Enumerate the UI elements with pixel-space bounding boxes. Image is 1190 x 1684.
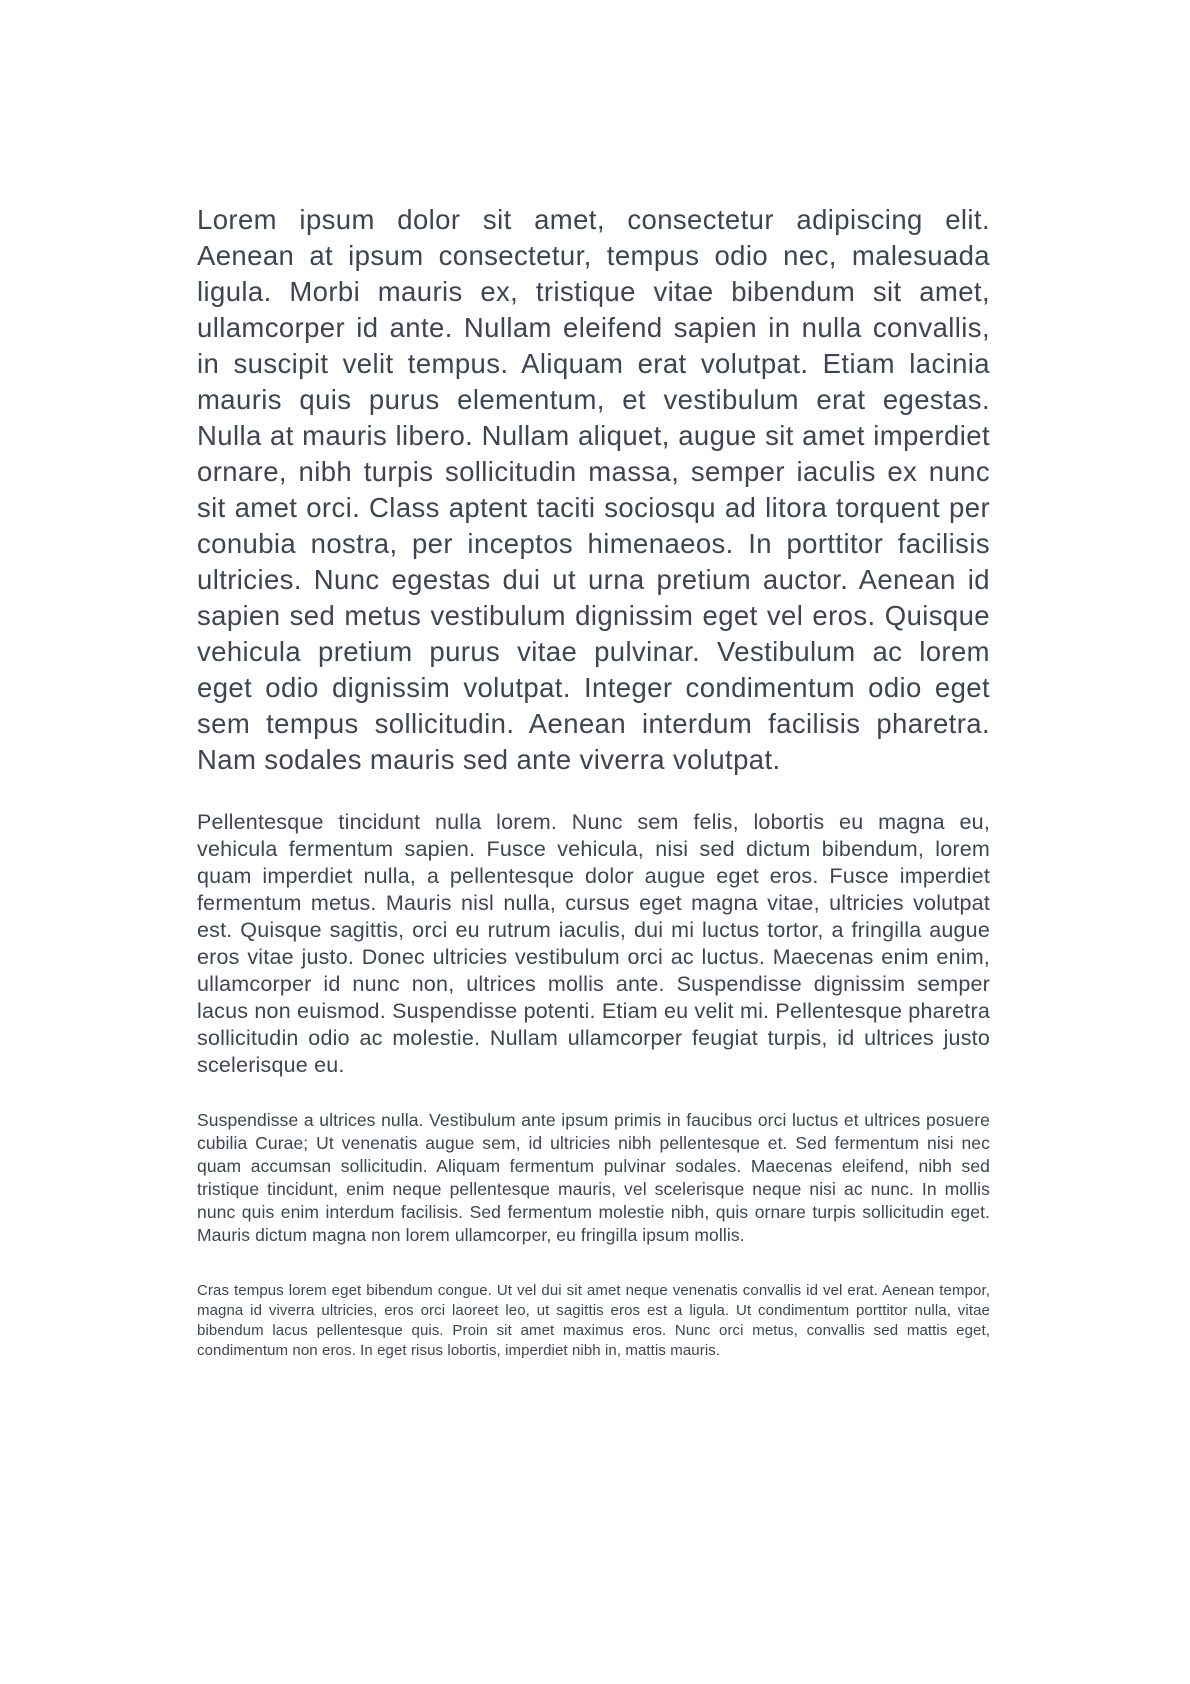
body-paragraph-1: Lorem ipsum dolor sit amet, consectetur adipiscing elit. Aenean at ipsum consectetur, tempus odio nec, malesuada ligula. Morbi mauris ex, tristique vitae bibendum sit amet, ullamcorper id ante. Nullam eleifend sapien in nulla convallis, in suscipit velit tempus. Aliquam erat volutpat. Etiam lacinia mauris quis purus elementum, et vestibulum erat egestas. Nulla at mauris libero. Nullam aliquet, augue sit amet imperdiet ornare, nibh turpis sollicitudin massa, semper iaculis ex nunc sit amet orci. Class aptent taciti sociosqu ad litora torquent per conubia nostra, per inceptos himenaeos. In porttitor facilisis ultricies. Nunc egestas dui ut urna pretium auctor. Aenean id sapien sed metus vestibulum dignissim eget vel eros. Quisque vehicula pretium purus vitae pulvinar. Vestibulum ac lorem eget odio dignissim volutpat. Integer condimentum odio eget sem tempus sollicitudin. Aenean interdum facilisis pharetra. Nam sodales mauris sed ante viverra volutpat.: [197, 204, 990, 775]
body-paragraph-2: Pellentesque tincidunt nulla lorem. Nunc sem felis, lobortis eu magna eu, vehicula fermentum sapien. Fusce vehicula, nisi sed dictum bibendum, lorem quam imperdiet nulla, a pellentesque dolor augue eget eros. Fusce imperdiet fermentum metus. Mauris nisl nulla, cursus eget magna vitae, ultricies volutpat est. Quisque sagittis, orci eu rutrum iaculis, dui mi luctus tortor, a fringilla augue eros vitae justo. Donec ultricies vestibulum orci ac luctus. Maecenas enim enim, ullamcorper id nunc non, ultrices mollis ante. Suspendisse dignissim semper lacus non euismod. Suspendisse potenti. Etiam eu velit mi. Pellentesque pharetra sollicitudin odio ac molestie. Nullam ullamcorper feugiat turpis, id ultrices justo scelerisque eu.: [197, 810, 990, 1077]
body-paragraph-3: Suspendisse a ultrices nulla. Vestibulum ante ipsum primis in faucibus orci luctus et ultrices posuere cubilia Curae; Ut venenatis augue sem, id ultricies nibh pellentesque et. Sed fermentum nisi nec quam accumsan sollicitudin. Aliquam fermentum pulvinar sodales. Maecenas eleifend, nibh sed tristique tincidunt, enim neque pellentesque mauris, vel scelerisque neque nisi ac nunc. In mollis nunc quis enim interdum facilisis. Sed fermentum molestie nibh, quis ornare turpis sollicitudin eget. Mauris dictum magna non lorem ullamcorper, eu fringilla ipsum mollis.: [197, 1110, 990, 1245]
body-paragraph-4: Cras tempus lorem eget bibendum congue. Ut vel dui sit amet neque venenatis convallis id vel erat. Aenean tempor, magna id viverra ultricies, eros orci laoreet leo, ut sagittis eros est a ligula. Ut condimentum porttitor nulla, vitae bibendum lacus pellentesque quis. Proin sit amet maximus eros. Nunc orci metus, convallis sed mattis eget, condimentum non eros. In eget risus lobortis, imperdiet nibh in, mattis mauris.: [197, 1282, 990, 1359]
